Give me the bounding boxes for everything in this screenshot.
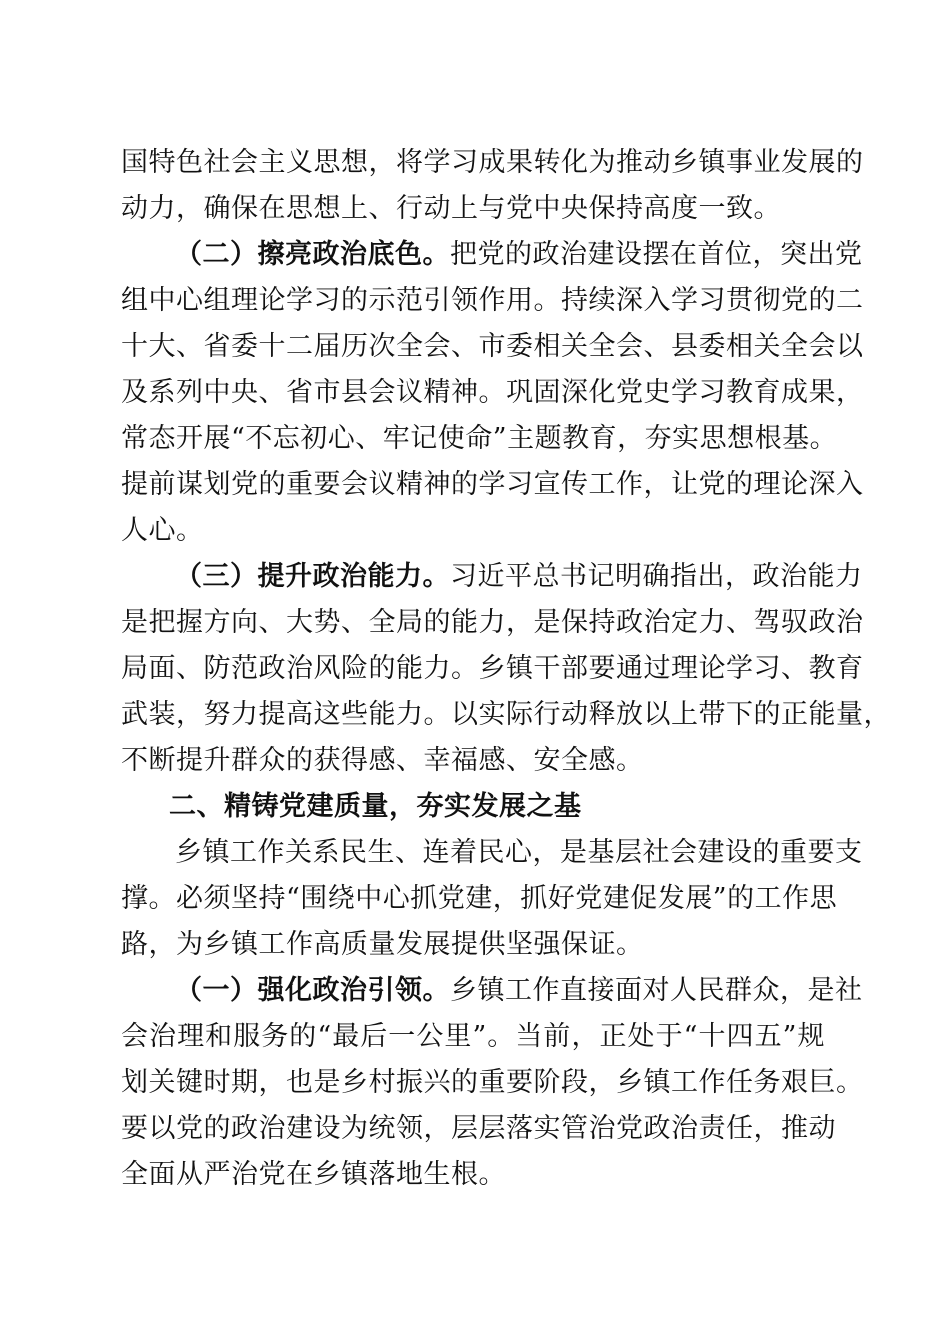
text-line: 组中心组理论学习的示范引领作用。持续深入学习贯彻党的二 <box>121 285 864 316</box>
paragraph-text: 习近平总书记明确指出，政治能力 <box>450 561 863 592</box>
document-body <box>121 140 891 1198</box>
paragraph <box>121 232 864 554</box>
text-line: 动力，确保在思想上、行动上与党中央保持高度一致。 <box>121 193 781 224</box>
text-line: 全面从严治党在乡镇落地生根。 <box>121 1159 506 1190</box>
text-line: 及系列中央、省市县会议精神。巩固深化党史学习教育成果， <box>121 377 864 408</box>
text-line: 会治理和服务的“最后一公里”。当前，正处于“十四五”规 <box>121 1021 825 1052</box>
text-line: 是把握方向、大势、全局的能力，是保持政治定力、驾驭政治 <box>121 607 864 638</box>
paragraph-text: 把党的政治建设摆在首位，突出党 <box>450 239 863 270</box>
text-line: 乡镇工作关系民生、连着民心，是基层社会建设的重要支 <box>175 837 863 868</box>
text-line: 常态开展“不忘初心、牢记使命”主题教育，夯实思想根基。 <box>121 423 838 454</box>
text-line <box>121 968 863 1014</box>
paragraph-lead: （二）擦亮政治底色。 <box>175 239 450 270</box>
text-line: 不断提升群众的获得感、幸福感、安全感。 <box>121 745 644 776</box>
text-line: 武装，努力提高这些能力。以实际行动释放以上带下的正能量， <box>121 699 891 730</box>
paragraph-lead: （一）强化政治引领。 <box>175 975 450 1006</box>
text-line: 国特色社会主义思想，将学习成果转化为推动乡镇事业发展的 <box>121 147 864 178</box>
text-line: 提前谋划党的重要会议精神的学习宣传工作，让党的理论深入 <box>121 469 864 500</box>
text-line: 人心。 <box>121 515 204 546</box>
text-line: 十大、省委十二届历次全会、市委相关全会、县委相关全会以 <box>121 331 864 362</box>
section-heading: 二、精铸党建质量，夯实发展之基 <box>169 791 582 822</box>
text-line <box>121 232 863 278</box>
paragraph <box>121 830 863 968</box>
text-line: 要以党的政治建设为统领，层层落实管治党政治责任，推动 <box>121 1113 836 1144</box>
text-line <box>121 554 863 600</box>
paragraph-lead: （三）提升政治能力。 <box>175 561 450 592</box>
paragraph-text: 乡镇工作直接面对人民群众，是社 <box>450 975 863 1006</box>
text-line: 局面、防范政治风险的能力。乡镇干部要通过理论学习、教育 <box>121 653 864 684</box>
paragraph <box>121 968 864 1198</box>
text-line: 划关键时期，也是乡村振兴的重要阶段，乡镇工作任务艰巨。 <box>121 1067 864 1098</box>
paragraph <box>121 554 891 784</box>
paragraph <box>121 140 864 232</box>
text-line: 路，为乡镇工作高质量发展提供坚强保证。 <box>121 929 644 960</box>
text-line: 撑。必须坚持“围绕中心抓党建，抓好党建促发展”的工作思 <box>121 883 838 914</box>
